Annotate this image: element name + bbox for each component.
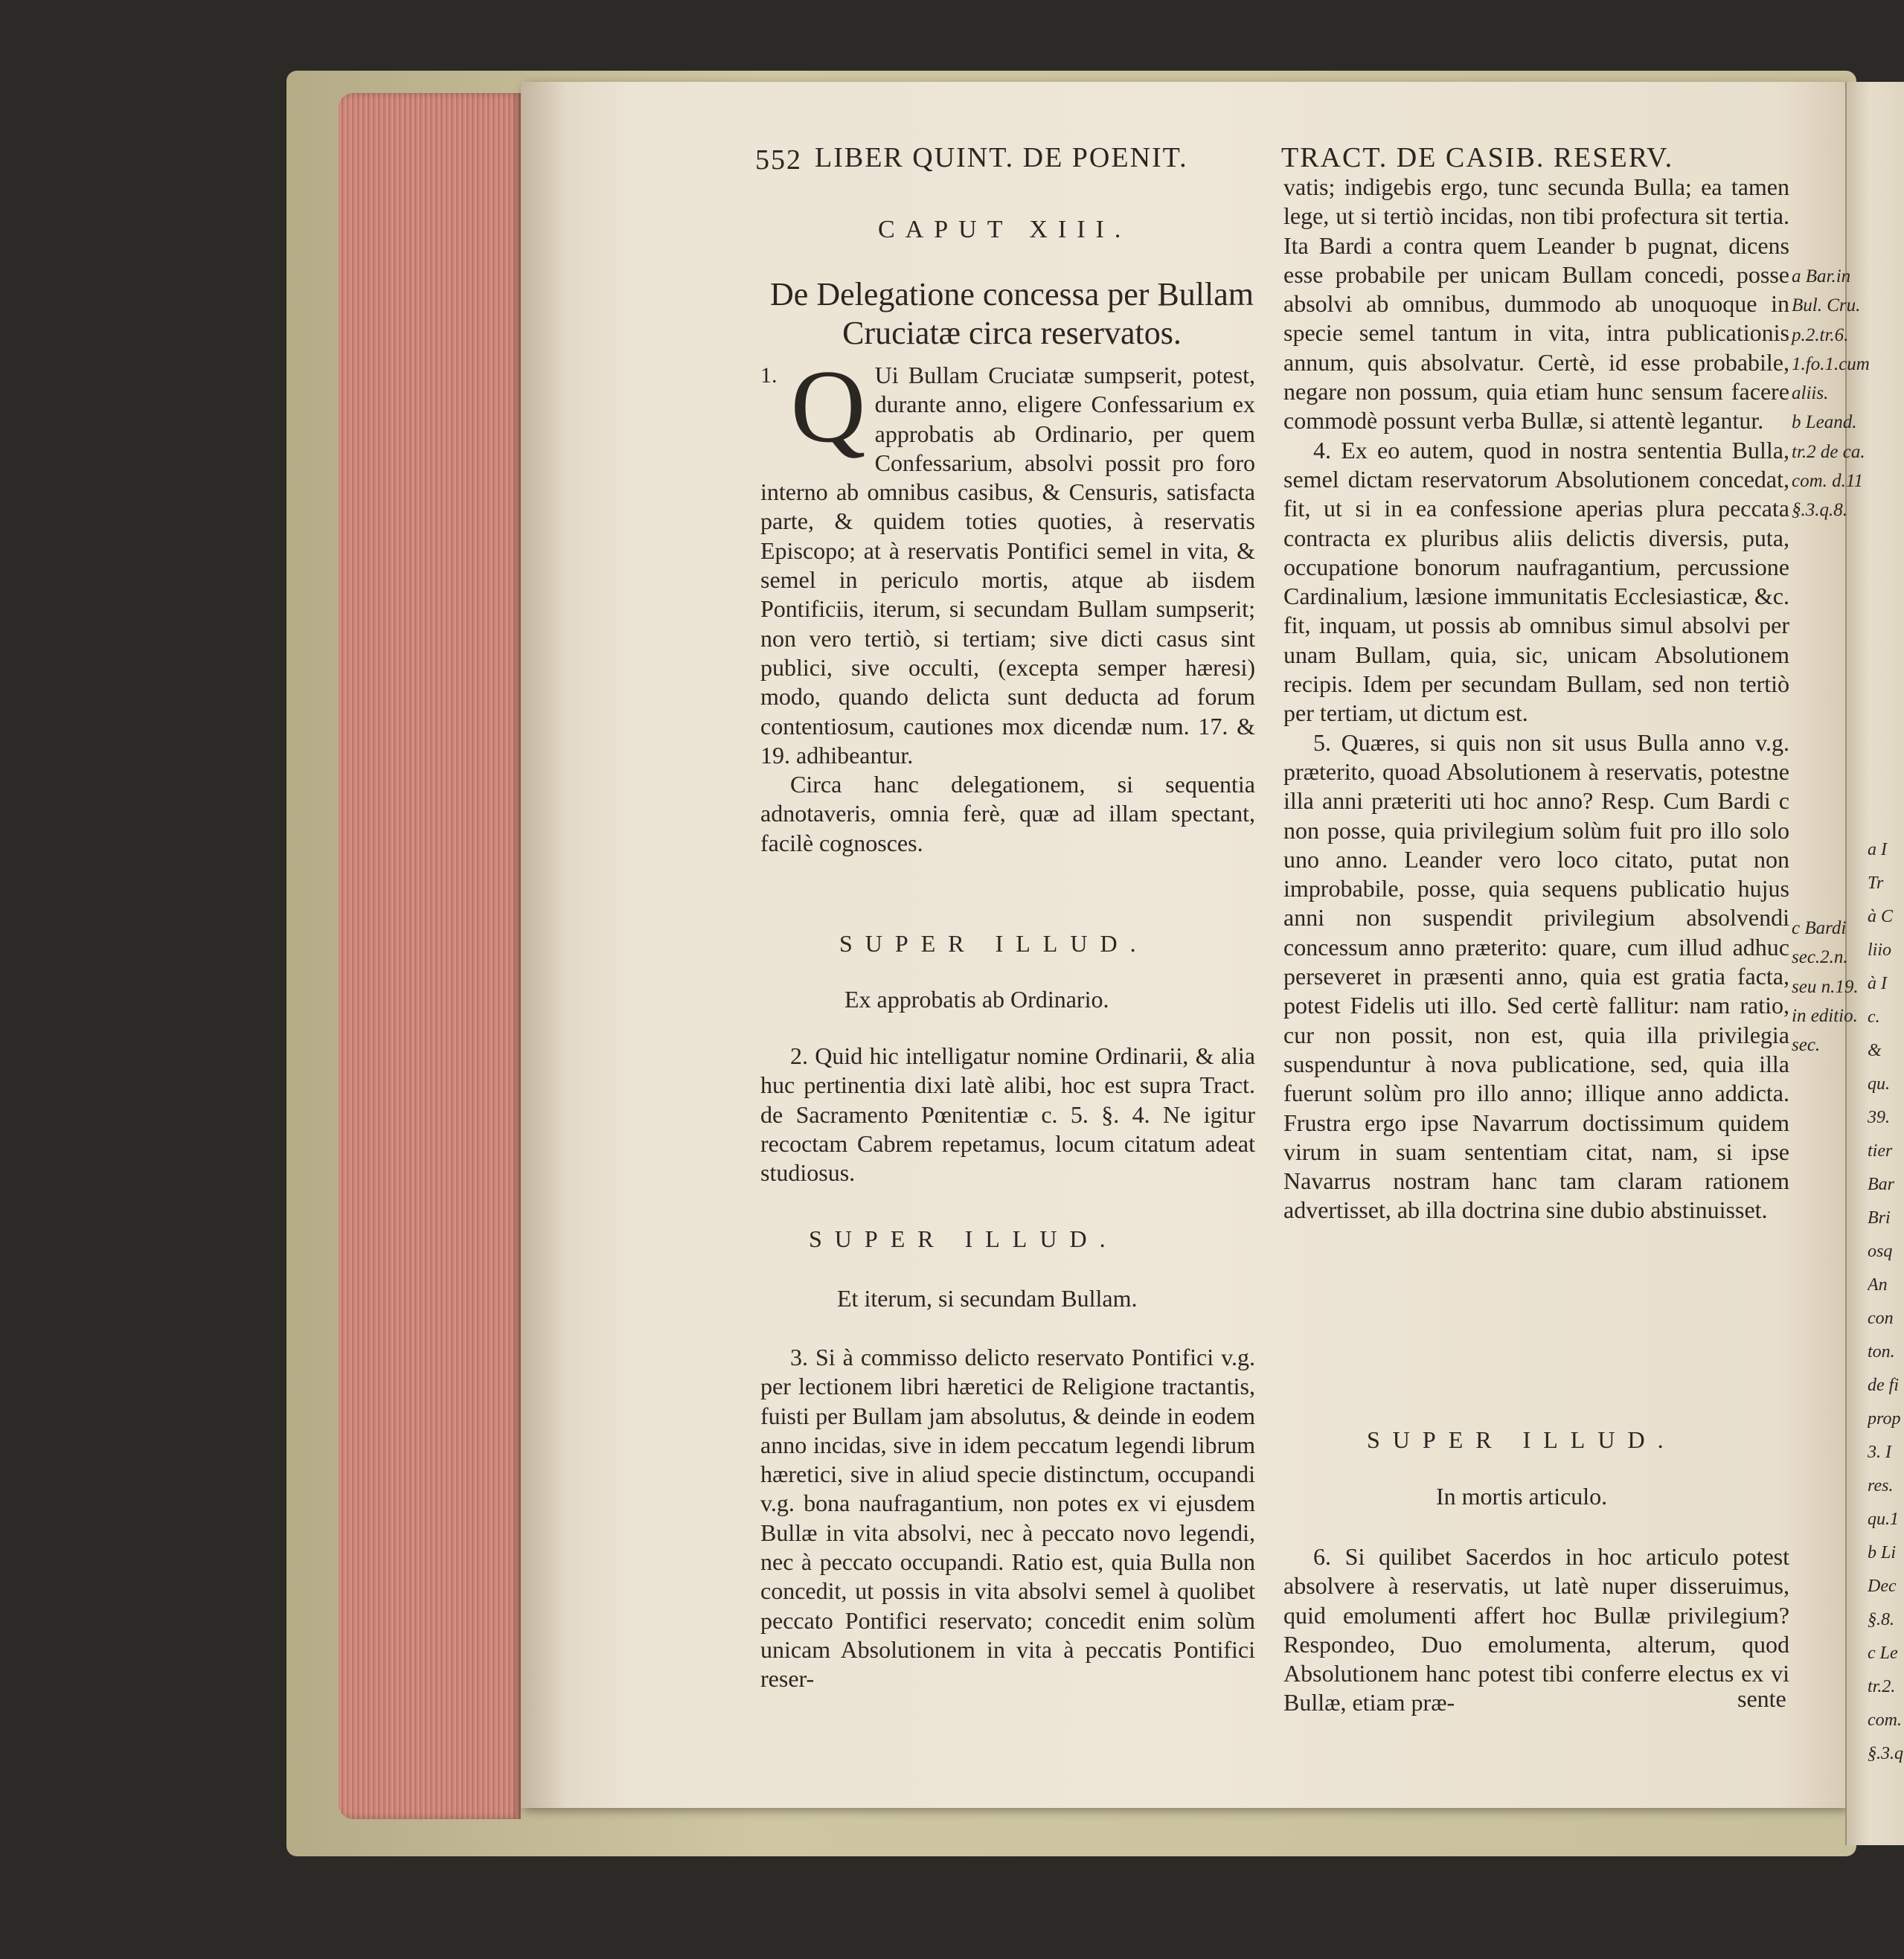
fragment: de fi <box>1868 1376 1899 1395</box>
paragraph-3-continued: vatis; indigebis ergo, tunc secunda Bulla; ea tamen lege, ut si tertiò incidas, non tibi profectura sit tertia. Ita Bardi a contra quem Leander b pugnat, dicens esse probabile per unicam Bullam concedi, posse absolvi ab omnibus, dummodo ab unoquoque in specie semel tantum in vita, intra publicationis annum, quis absolvatur. Certè, id esse probabile, negare non possum, quia etiam hunc sensum facere commodè possunt verba Bullæ, si attentè legantur. <box>1283 173 1789 435</box>
gutter-shadow <box>521 82 565 1808</box>
fragment: Bar <box>1868 1175 1894 1194</box>
super-illud-heading-2: SUPER ILLUD. <box>809 1225 1118 1252</box>
fragment: c. <box>1868 1007 1880 1027</box>
margin-note: a Bar.in <box>1792 266 1851 286</box>
facing-page-fragments <box>1868 833 1904 1771</box>
super-illud-heading-3: SUPER ILLUD. <box>1367 1426 1676 1453</box>
catchword: sente <box>1737 1685 1786 1712</box>
chapter-title <box>751 275 1272 353</box>
margin-note: §.3.q.8. <box>1792 500 1847 521</box>
fragment: 3. I <box>1868 1443 1891 1462</box>
paragraph-1b: Circa hanc delegationem, si sequentia adnotaveris, omnia ferè, quæ ad illam spectant, facilè cognosces. <box>760 771 1255 856</box>
chapter-heading: CAPUT XIII. <box>878 216 1132 243</box>
fragment: ton. <box>1868 1342 1895 1362</box>
margin-note: p.2.tr.6. <box>1792 324 1849 345</box>
subheading-3: In mortis articulo. <box>1436 1483 1608 1510</box>
paragraph-1-text: Ui Bullam Cruciatæ sumpserit, potest, durante anno, eligere Confessarium ex approbatis ab Ordinario, per quem Confessarium, absolvi possit pro foro interno ab omnibus casibus, & Censuris, satisfacta parte, & quidem toties quoties, à reservatis Episcopo; at à reservatis Pontifici semel in vita, & semel in periculo mortis, atque ab iisdem Pontificiis, iterum, si secundam Bullam sumpserit; non vero tertiò, si tertiam; sive dicti casus sint publici, sive occulti, (excepta semper hæresi) modo, quando delicta sunt deducta ad forum contentiosum, cautiones mox dicendæ num. 17. & 19. adhibeantur. <box>760 362 1255 769</box>
page-edges <box>339 93 521 1819</box>
fragment: osq <box>1868 1242 1893 1261</box>
fragment: c Le <box>1868 1644 1898 1663</box>
margin-notes-c <box>1792 914 1859 1059</box>
left-column-block-2 <box>760 1042 1255 1187</box>
subheading-1: Ex approbatis ab Ordinario. <box>844 986 1109 1013</box>
fragment: a I <box>1868 840 1887 859</box>
fragment: qu. <box>1868 1074 1890 1094</box>
fragment: 39. <box>1868 1108 1890 1127</box>
running-head-left: LIBER QUINT. DE POENIT. <box>815 142 1188 173</box>
fragment: Tr <box>1868 873 1884 893</box>
fragment: à I <box>1868 974 1887 993</box>
paragraph-4: 4. Ex eo autem, quod in nostra sententia Bulla, semel dictam reservatorum Absolutionem concedat, fit, ut si in ea confessione aperias plura peccata contracta ex pluribus aliis delictis diversis, puta, occupatione bonorum naufragantium, percussione Cardinalium, læsione immunitatis Ecclesiasticæ, &c. fit, inquam, ut possis ab omnibus simul absolvi per unam Bullam, quia, sic, unicam Absolutionem recipis. Idem per secundam Bullam, sed non tertiò per tertiam, ut dictum est. <box>1283 436 1789 727</box>
margin-note: sec.2.n. <box>1792 947 1848 968</box>
drop-cap: Q <box>790 349 866 464</box>
fragment: §.8. <box>1868 1610 1894 1629</box>
margin-notes-a-b <box>1792 262 1870 525</box>
right-column-block-1 <box>1283 173 1789 1225</box>
fragment: con <box>1868 1309 1894 1328</box>
fragment: qu.1 <box>1868 1510 1899 1529</box>
super-illud-heading-1: SUPER ILLUD. <box>839 930 1149 957</box>
margin-note: tr.2 de ca. <box>1792 441 1865 462</box>
fragment: res. <box>1868 1476 1894 1495</box>
fragment: liio <box>1868 940 1892 960</box>
margin-note: aliis. <box>1792 383 1829 404</box>
paragraph-6: 6. Si quilibet Sacerdos in hoc articulo potest absolvere à reservatis, ut latè nuper disseruimus, quid emolumenti affert hoc Bullæ privilegium? Respondeo, Duo emolumenta, alterum, quod Absolutionem hanc potest tibi conferre electus ex vi Bullæ, etiam præ- <box>1283 1543 1789 1716</box>
margin-note: 1.fo.1.cum <box>1792 353 1870 374</box>
paragraph-1 <box>760 349 1255 770</box>
fragment: tier <box>1868 1141 1893 1161</box>
fragment: à C <box>1868 907 1894 926</box>
fragment: b Li <box>1868 1543 1897 1562</box>
margin-note: c Bardi <box>1792 918 1847 938</box>
margin-note: com. d.11 <box>1792 471 1864 492</box>
margin-note: in editio. <box>1792 1005 1858 1026</box>
fragment: tr.2. <box>1868 1677 1896 1696</box>
paragraph-3: 3. Si à commisso delicto reservato Pontifici v.g. per lectionem libri hæretici de Religione tractantis, fuisti per Bullam jam absolutus, & deinde in eodem anno incidas, sive in idem peccatum legendi librum hæretici, sive in aliud specie distinctum, occupandi v.g. bona naufragantium, non potes ex vi ejusdem Bullæ in vita absolvi, nec à peccato novo legendi, nec à peccato occupandi. Ratio est, quia Bulla non concedit, ut possis in vita absolvi semel à quolibet peccato Pontifici reservato; concedit enim solùm unicam Absolutionem in vita à peccatis Pontifici reser- <box>760 1344 1255 1693</box>
paragraph-1-number: 1. <box>760 363 778 388</box>
fragment: Dec <box>1868 1577 1897 1596</box>
fragment: §.3.q <box>1868 1744 1903 1763</box>
left-column-block-3 <box>760 1343 1255 1694</box>
margin-note: Bul. Cru. <box>1792 295 1861 316</box>
paragraph-2: 2. Quid hic intelligatur nomine Ordinarii, & alia huc pertinentia dixi latè alibi, hoc est supra Tract. de Sacramento Pœnitentiæ c. 5. §. 4. Ne igitur recoctam Cabrem repetamus, locum citatum adeat studiosus. <box>760 1042 1255 1187</box>
subheading-2: Et iterum, si secundam Bullam. <box>837 1285 1138 1312</box>
margin-note: b Leand. <box>1792 412 1857 433</box>
fragment: Bri <box>1868 1208 1891 1228</box>
fragment: com. <box>1868 1710 1902 1730</box>
chapter-title-line2: Cruciatæ circa reservatos. <box>842 315 1182 351</box>
fragment: An <box>1868 1275 1888 1295</box>
fragment: prop <box>1868 1409 1901 1429</box>
paragraph-5: 5. Quæres, si quis non sit usus Bulla anno v.g. præterito, quoad Absolutionem à reservatis, potestne illa anni præteriti uti hoc anno? Resp. Cum Bardi c non posse, quia privilegium solùm fuit pro illo solo uno anno. Leander vero loco citato, putat non improbabile, posse, quia sequens publicatio hujus anni non suspendit privilegium absolvendi concessum anno præterito: quare, cum illud adhuc perseveret in præsenti anno, quia est gratia facta, potest Fidelis uti illo. Sed certè fallitur: nam ratio, cur non possit, non est, quia illa privilegia suspenduntur à nova publicatione, sed, quia illa fuerunt solùm pro illo anno; illique anno addicta. Frustra ergo ipse Navarrum doctissimum quidem virum in suam sententiam citat, nam, si ipse Navarrus nostram hanc tam claram rationem advertisset, ab illa doctrina sine dubio abstinuisset. <box>1283 728 1789 1224</box>
margin-note: sec. <box>1792 1035 1821 1056</box>
margin-note: seu n.19. <box>1792 976 1859 997</box>
fragment: & <box>1868 1041 1882 1060</box>
right-column-block-2 <box>1283 1542 1789 1718</box>
left-column-block-1 <box>760 349 1255 858</box>
running-head-right: TRACT. DE CASIB. RESERV. <box>1281 142 1674 173</box>
chapter-title-line1: De Delegatione concessa per Bullam <box>770 276 1254 312</box>
page-number: 552 <box>755 144 802 176</box>
